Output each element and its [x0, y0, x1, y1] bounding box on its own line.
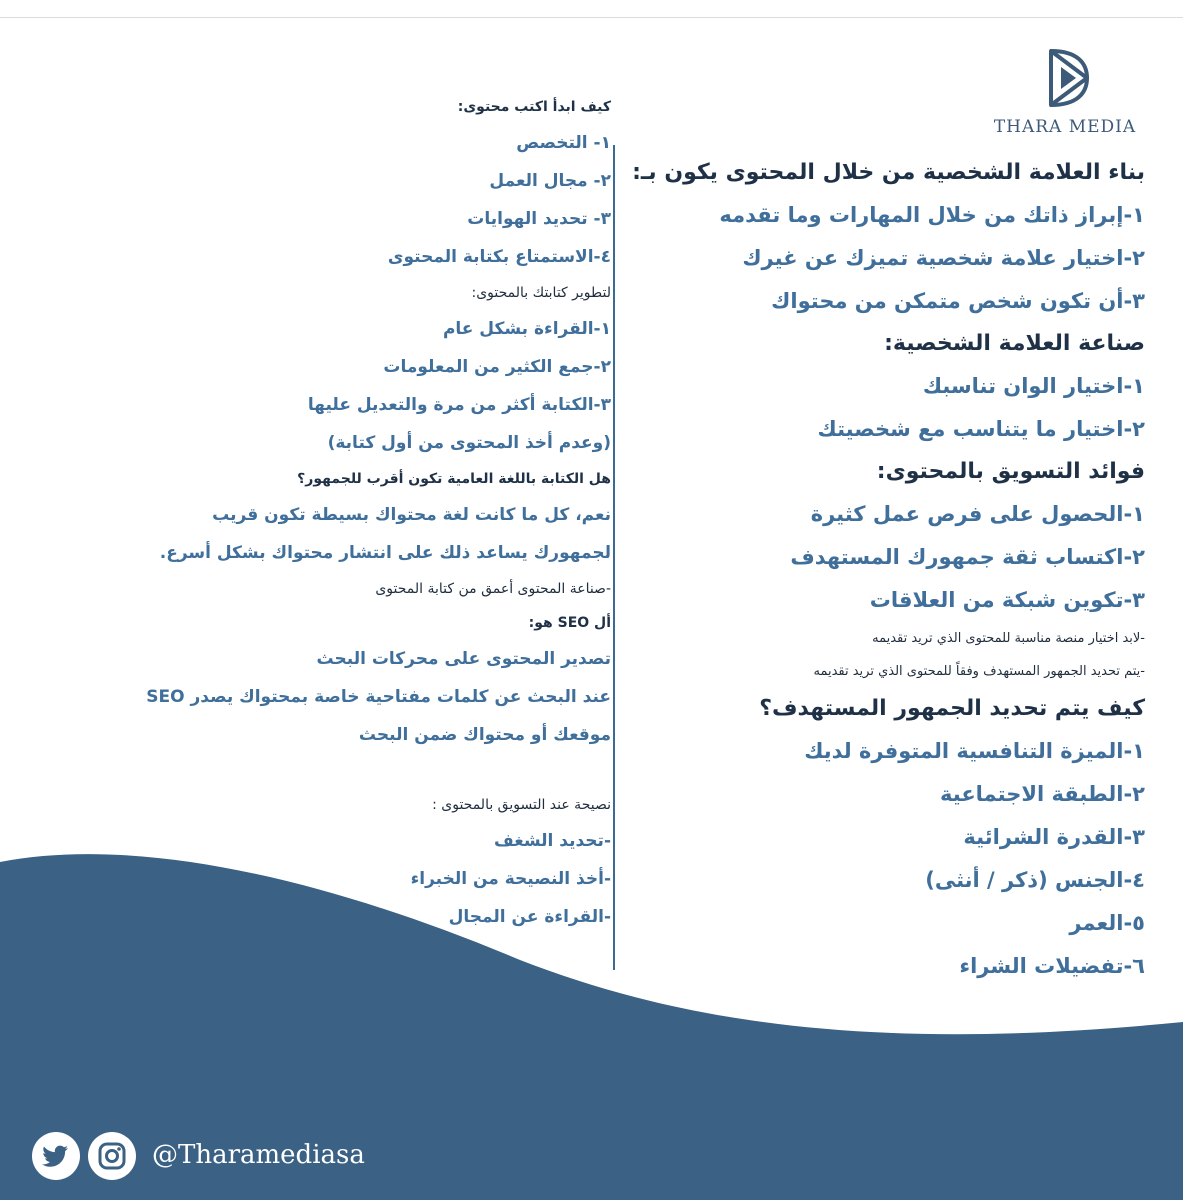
- list-item: -أخذ النصيحة من الخبراء: [410, 869, 611, 889]
- list-item: -تحديد الشغف: [494, 831, 611, 851]
- instagram-icon[interactable]: [86, 1130, 138, 1182]
- list-item: ١-القراءة بشكل عام: [442, 319, 611, 339]
- list-item: ٢-اختيار علامة شخصية تميزك عن غيرك: [742, 246, 1145, 270]
- list-item: -القراءة عن المجال: [448, 907, 611, 927]
- section-heading: فوائد التسويق بالمحتوى:: [876, 459, 1145, 484]
- list-item: ٣- تحديد الهوايات: [467, 209, 611, 229]
- note-text: -صناعة المحتوى أعمق من كتابة المحتوى: [375, 581, 611, 597]
- left-column: [31, 90, 611, 936]
- list-item: عند البحث عن كلمات مفتاحية خاصة بمحتواك يصدر SEO: [146, 687, 611, 707]
- twitter-icon[interactable]: [30, 1130, 82, 1182]
- list-item: ٢-الطبقة الاجتماعية: [940, 782, 1145, 806]
- social-handle[interactable]: @Tharamediasa: [152, 1140, 365, 1170]
- list-item: ٢-اختيار ما يتناسب مع شخصيتك: [817, 417, 1145, 441]
- list-item: ١- التخصص: [516, 133, 611, 153]
- list-item: ١-إبراز ذاتك من خلال المهارات وما تقدمه: [719, 203, 1145, 227]
- list-item: نعم، كل ما كانت لغة محتواك بسيطة تكون قريب: [212, 505, 611, 525]
- list-item: ٣-تكوين شبكة من العلاقات: [869, 588, 1145, 612]
- list-item: ٢-جمع الكثير من المعلومات: [383, 357, 611, 377]
- list-item: ١-اختيار الوان تناسبك: [922, 374, 1145, 398]
- list-item: لجمهورك يساعد ذلك على انتشار محتواك بشكل أسرع.: [159, 543, 611, 563]
- section-heading: صناعة العلامة الشخصية:: [884, 331, 1145, 356]
- list-item: ٣-أن تكون شخص متمكن من محتواك: [771, 289, 1145, 313]
- note-text: [31, 754, 611, 788]
- list-item: ٣-الكتابة أكثر من مرة والتعديل عليها: [307, 395, 611, 415]
- section-heading: هل الكتابة باللغة العامية تكون أقرب للجمهور؟: [297, 471, 611, 487]
- section-heading: كيف يتم تحديد الجمهور المستهدف؟: [759, 696, 1145, 721]
- list-item: ٦-تفضيلات الشراء: [959, 954, 1145, 978]
- list-item: ٤-الجنس (ذكر / أنثى): [925, 868, 1145, 892]
- list-item: ٥-العمر: [1069, 911, 1145, 935]
- right-column: [585, 152, 1145, 988]
- play-logo-icon: [1047, 45, 1091, 111]
- section-heading: أل SEO هو:: [528, 615, 611, 631]
- list-item: تصدير المحتوى على محركات البحث: [316, 649, 611, 669]
- list-item: ٢- مجال العمل: [489, 171, 611, 191]
- list-item: موقعك أو محتواك ضمن البحث: [358, 725, 611, 745]
- list-item: ٣-القدرة الشرائية: [963, 825, 1145, 849]
- note-text: لتطوير كتابتك بالمحتوى:: [471, 285, 611, 301]
- brand-name: THARA MEDIA: [993, 117, 1137, 137]
- list-item: ٢-اكتساب ثقة جمهورك المستهدف: [790, 545, 1145, 569]
- list-item: ١-الميزة التنافسية المتوفرة لديك: [804, 739, 1145, 763]
- list-item: (وعدم أخذ المحتوى من أول كتابة): [327, 433, 611, 453]
- note-text: -يتم تحديد الجمهور المستهدف وفقاً للمحتوى الذي تريد تقديمه: [813, 664, 1145, 679]
- note-text: -لابد اختيار منصة مناسبة للمحتوى الذي تريد تقديمه: [872, 631, 1145, 646]
- note-text: نصيحة عند التسويق بالمحتوى :: [432, 797, 611, 813]
- list-item: ٤-الاستمتاع بكتابة المحتوى: [387, 247, 611, 267]
- section-heading: كيف ابدأ اكتب محتوى:: [457, 99, 611, 115]
- section-heading: بناء العلامة الشخصية من خلال المحتوى يكون بـ:: [632, 160, 1145, 185]
- brand-logo: [975, 45, 1155, 145]
- list-item: ١-الحصول على فرص عمل كثيرة: [810, 502, 1145, 526]
